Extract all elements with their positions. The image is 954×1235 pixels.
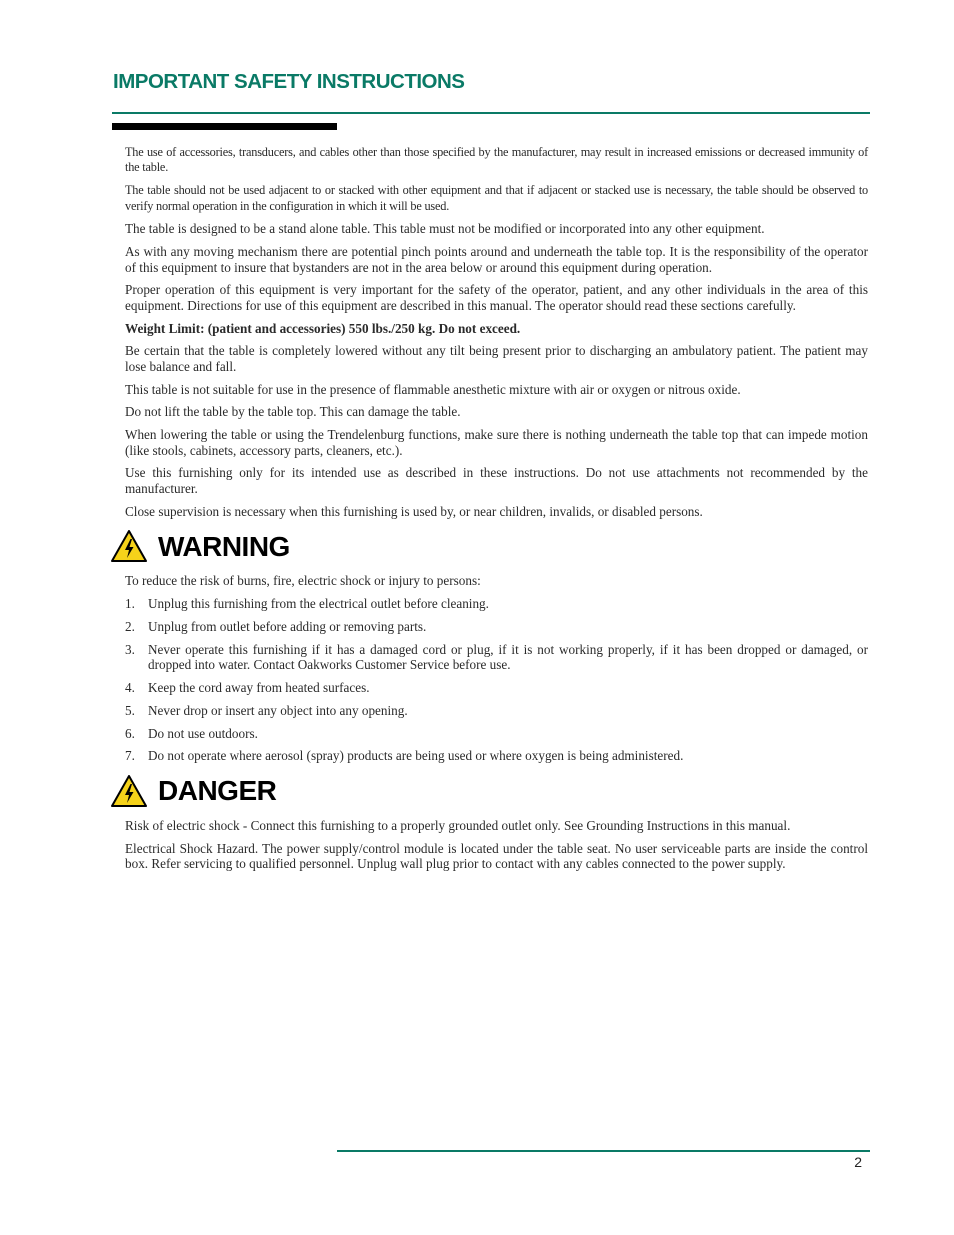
warning-heading [110,526,868,566]
list-number: 5. [125,702,135,718]
list-text: Do not operate where aerosol (spray) products are being used or where oxygen is being administered. [148,748,684,764]
list-text: Unplug this furnishing from the electrical outlet before cleaning. [148,596,489,612]
paragraph-trendelenburg: When lowering the table or using the Trendelenburg functions, make sure there is nothing underneath the table top that can impede motion (like stools, cabinets, accessory parts, cleaners, etc.). [125,427,868,458]
paragraph-accessories: The use of accessories, transducers, and cables other than those specified by the manufacturer, may result in increased emissions or decreased immunity of the table. [125,145,868,175]
list-number: 3. [125,641,135,657]
paragraph-flammable: This table is not suitable for use in the presence of flammable anesthetic mixture with air or oxygen or nitrous oxide. [125,381,741,397]
list-number: 7. [125,748,135,764]
list-item [125,642,868,673]
paragraph-do-not-lift: Do not lift the table by the table top. This can damage the table. [125,404,461,420]
list-item [125,726,868,741]
list-item [125,680,868,695]
danger-title: DANGER [158,775,277,807]
footer-divider [337,1150,870,1152]
list-text: Never drop or insert any object into any opening. [148,702,408,718]
high-voltage-warning-icon [110,774,148,808]
list-text: Never operate this furnishing if it has a damaged cord or plug, if it is not working properly, if it has been dropped or damaged, or dropped into water. Contact Oakworks Customer Service before use. [148,641,868,673]
list-number: 2. [125,619,135,634]
paragraph-stand-alone: The table is designed to be a stand alone table. This table must not be modified or incorporated into any other equipment. [125,221,765,237]
list-text: Keep the cord away from heated surfaces. [148,680,370,695]
danger-heading [110,771,868,811]
list-item [125,703,868,718]
paragraph-weight-limit: Weight Limit: (patient and accessories) 550 lbs./250 kg. Do not exceed. [125,320,521,336]
paragraph-pinch-points: As with any moving mechanism there are potential pinch points around and underneath the table top. It is the responsibility of the operator of this equipment to insure that bystanders are not in the area below or around this equipment during operation. [125,244,868,275]
list-text: Do not use outdoors. [148,725,258,741]
list-text: Unplug from outlet before adding or removing parts. [148,619,427,634]
paragraph-lowered: Be certain that the table is completely lowered without any tilt being present prior to discharging an ambulatory patient. The patient may lose balance and fall. [125,343,868,374]
list-number: 6. [125,725,135,741]
paragraph-intended-use: Use this furnishing only for its intended use as described in these instructions. Do not use attachments not recommended by the manufacturer. [125,465,868,496]
header-divider [112,112,870,114]
list-number: 1. [125,596,135,612]
main-content [125,145,868,879]
list-item [125,596,868,611]
warning-title: WARNING [158,530,290,562]
warning-intro: To reduce the risk of burns, fire, electric shock or injury to persons: [125,573,481,589]
paragraph-supervision: Close supervision is necessary when this furnishing is used by, or near children, invalids, or disabled persons. [125,503,703,519]
page-title: IMPORTANT SAFETY INSTRUCTIONS [113,70,465,93]
header-accent-bar [112,123,337,130]
paragraph-adjacent-use: The table should not be used adjacent to or stacked with other equipment and that if adjacent or stacked use is necessary, the table should be observed to verify normal operation in the configuration in which it will be used. [125,183,868,213]
paragraph-proper-operation: Proper operation of this equipment is very important for the safety of the operator, patient, and any other individuals in the area of this equipment. Directions for use of this equipment are described in this manual. The operator should read these sections carefully. [125,282,868,313]
danger-paragraph-shock-hazard: Electrical Shock Hazard. The power supply/control module is located under the table seat. No user serviceable parts are inside the control box. Refer servicing to qualified personnel. Unplug wall plug prior to contact with any cables connected to the power supply. [125,840,868,872]
danger-paragraph-grounding: Risk of electric shock - Connect this furnishing to a properly grounded outlet only. See Grounding Instructions in this manual. [125,818,791,834]
list-item [125,619,868,634]
warning-list [125,596,868,764]
high-voltage-warning-icon [110,529,148,563]
page-number: 2 [854,1154,862,1170]
list-number: 4. [125,680,135,695]
list-item [125,748,868,763]
